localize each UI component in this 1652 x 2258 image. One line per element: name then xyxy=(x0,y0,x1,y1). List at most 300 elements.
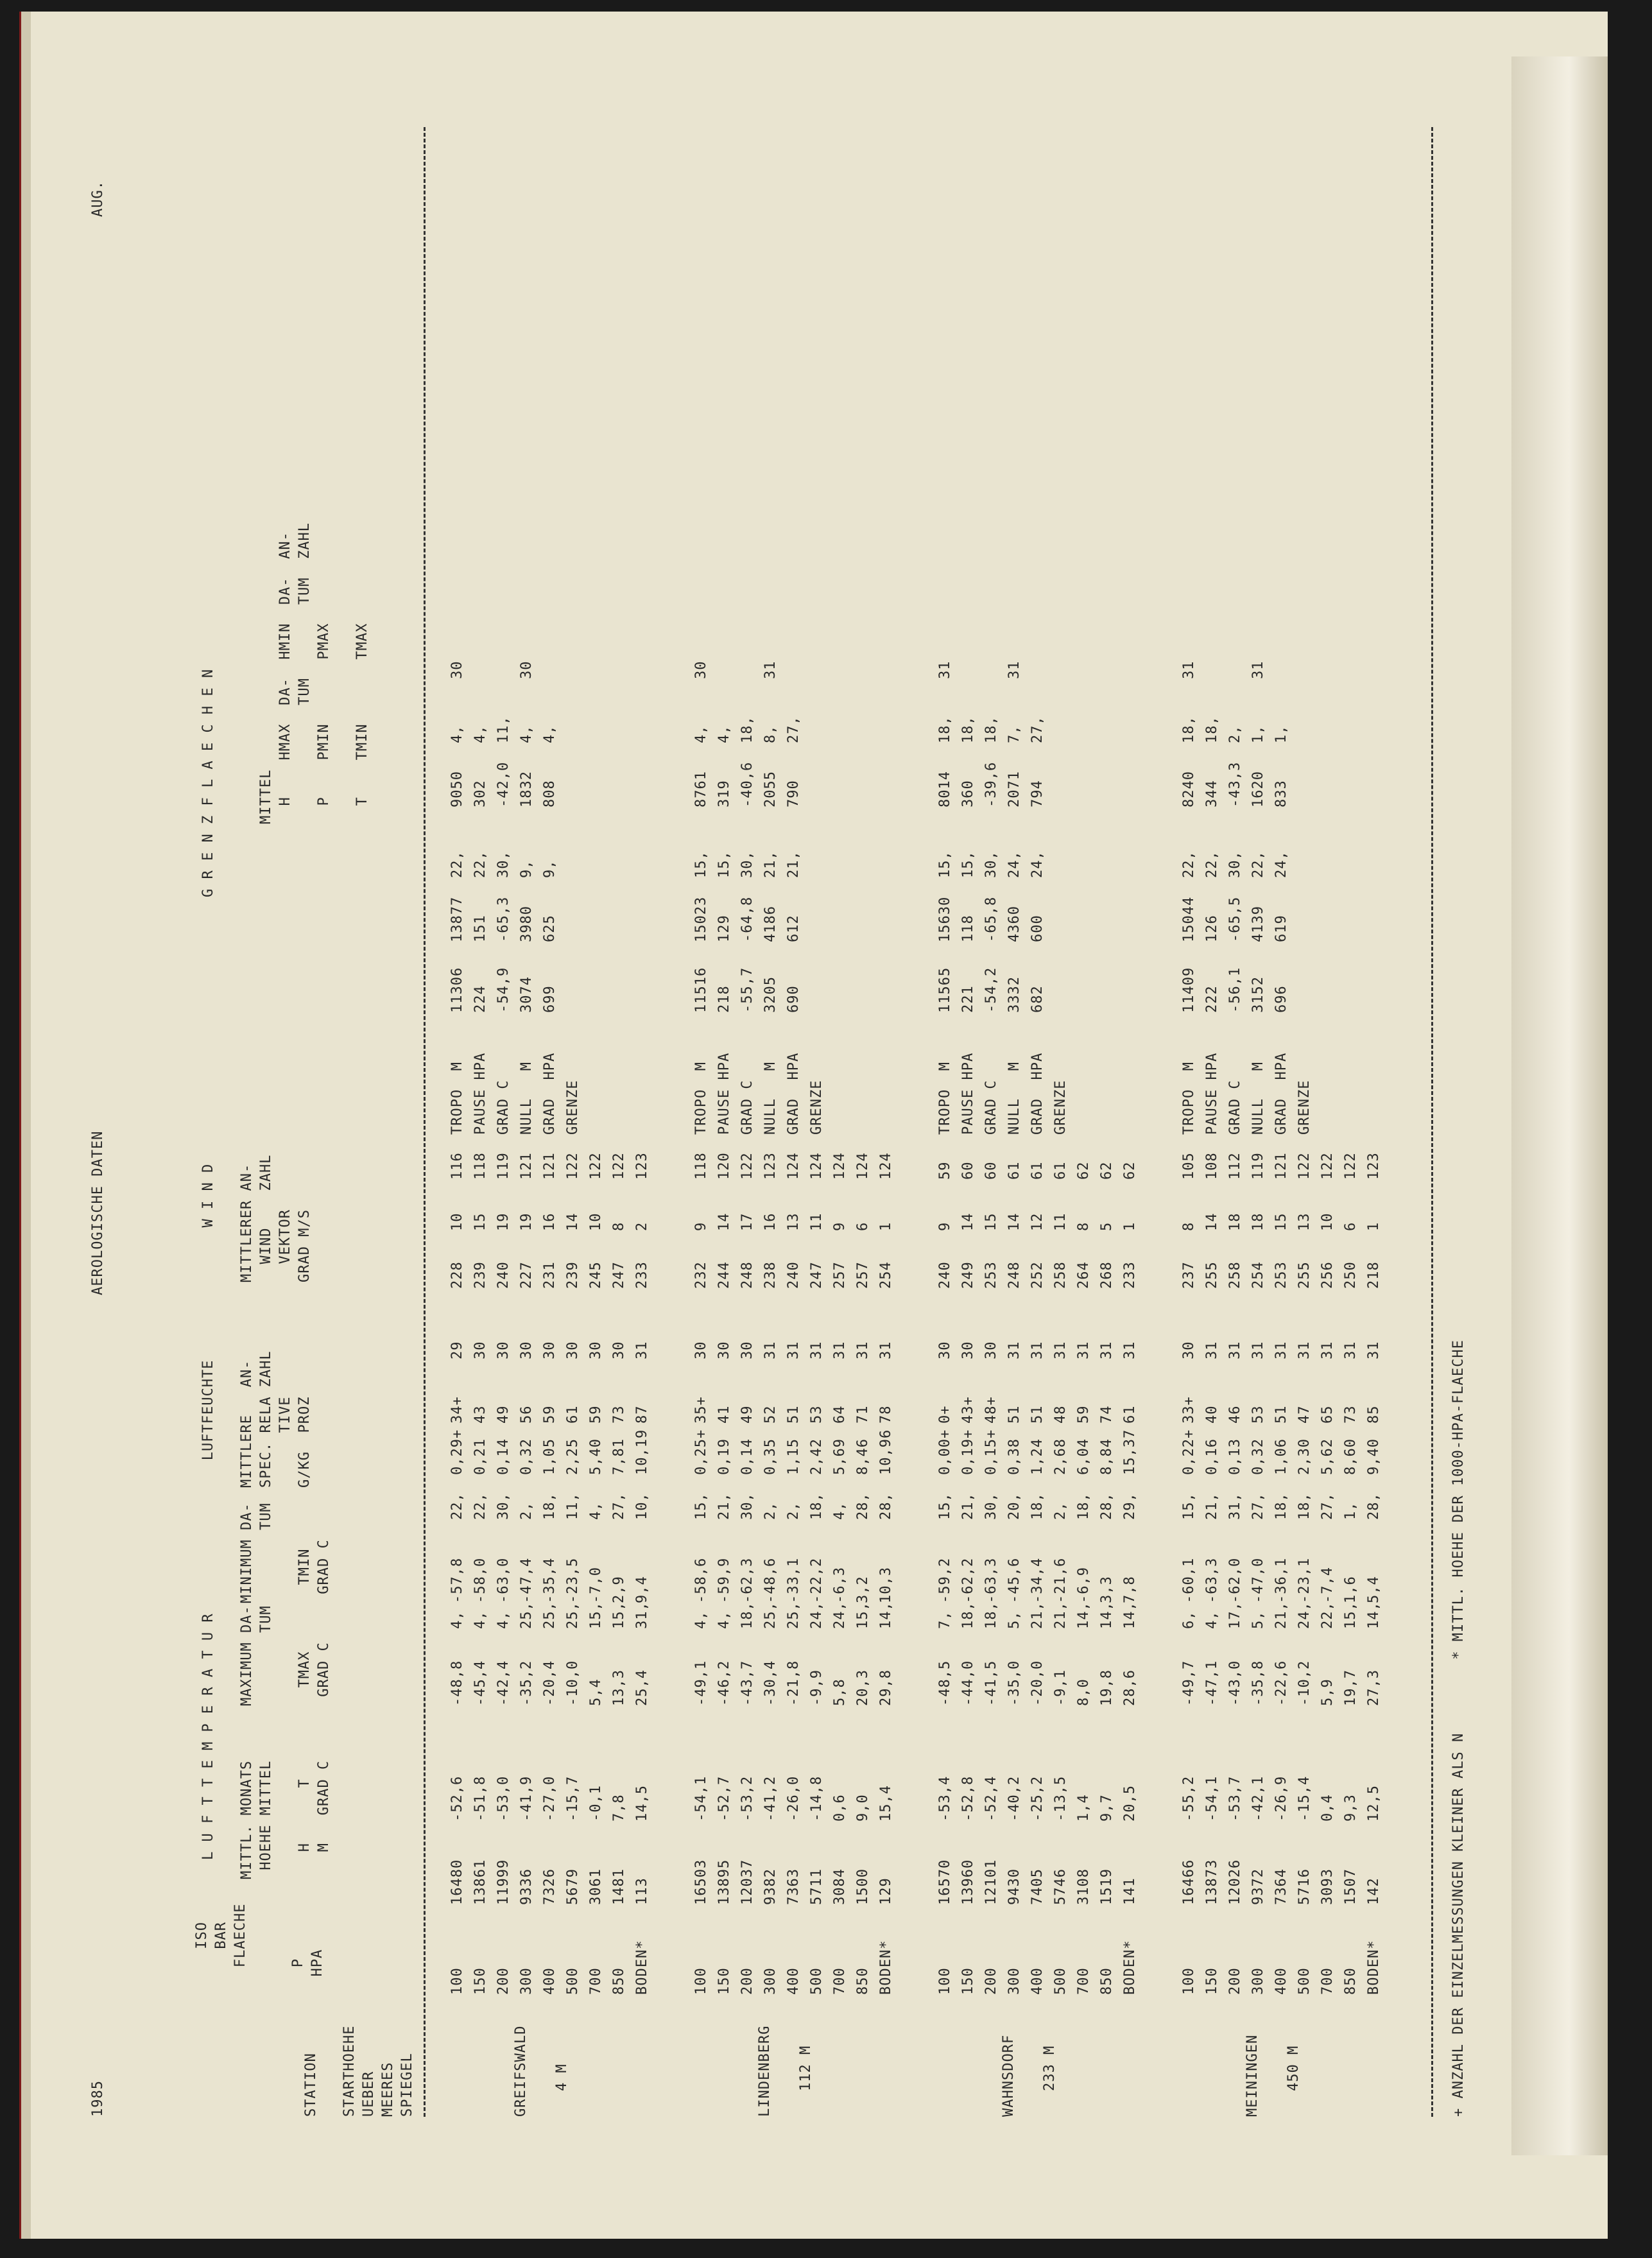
table-cell: 56 xyxy=(519,1405,535,1424)
table-cell: 65 xyxy=(1320,1405,1336,1424)
boundary-cell: 218 xyxy=(716,985,732,1013)
table-cell: 60 xyxy=(983,1161,999,1180)
table-cell: 6,04 xyxy=(1076,1438,1092,1475)
table-cell: 17 xyxy=(739,1212,755,1231)
table-cell: 256 xyxy=(1320,1261,1336,1289)
table-cell: 200 xyxy=(739,1967,755,1995)
table-cell: 31 xyxy=(786,1341,802,1359)
boundary-cell: 8240 xyxy=(1181,771,1197,807)
table-cell: 60 xyxy=(960,1161,976,1180)
boundary-row xyxy=(1181,127,1201,2117)
table-cell: 228 xyxy=(449,1261,465,1289)
table-cell: -0,1 xyxy=(588,1785,604,1822)
table-cell: 19,8 xyxy=(1099,1669,1115,1706)
table-cell: 30 xyxy=(739,1341,755,1359)
header-luftfeuchte: LUFTFEUCHTE MITTLERE AN- SPEC. RELA ZAHL TIVE G/KG PROZ xyxy=(200,1350,313,1488)
table-cell: -48,8 xyxy=(449,1660,465,1706)
table-cell: 4, xyxy=(716,1610,732,1629)
boundary-cell: NULL M xyxy=(762,1062,779,1135)
boundary-cell: 15, xyxy=(693,850,709,878)
table-cell: 7,8 xyxy=(1122,1576,1138,1603)
boundary-cell: 790 xyxy=(786,780,802,807)
table-cell: 33+ xyxy=(1181,1396,1197,1424)
table-cell: 254 xyxy=(878,1261,894,1289)
table-cell: 25, xyxy=(542,1601,558,1629)
table-cell: -14,8 xyxy=(809,1775,825,1822)
table-cell: 5679 xyxy=(565,1868,581,1905)
station-altitude: 450 M xyxy=(1286,2045,1302,2091)
table-cell: 15 xyxy=(983,1212,999,1231)
table-cell: 18, xyxy=(1273,1492,1289,1520)
station-block xyxy=(937,127,1168,2117)
table-cell: BODEN* xyxy=(878,1940,894,1995)
table-cell: 8,60 xyxy=(1343,1438,1359,1475)
table-cell: 31 xyxy=(1204,1341,1220,1359)
table-cell: 28, xyxy=(855,1492,871,1520)
boundary-cell: GRAD C xyxy=(1227,1080,1243,1135)
header-isobar: ISO BAR FLAECHE P HPA xyxy=(194,1903,325,1977)
table-cell: 18, xyxy=(983,1601,999,1629)
table-cell: 120 xyxy=(716,1152,732,1180)
table-cell: 16 xyxy=(542,1212,558,1231)
boundary-cell: PAUSE HPA xyxy=(1204,1052,1220,1135)
boundary-cell: 4, xyxy=(693,725,709,743)
table-cell: 14, xyxy=(1366,1601,1382,1629)
table-cell: 239 xyxy=(472,1261,488,1289)
table-cell: 1 xyxy=(1366,1221,1382,1231)
table-cell: 18, xyxy=(1029,1492,1045,1520)
page-header xyxy=(90,76,116,2117)
boundary-cell: NULL M xyxy=(519,1062,535,1135)
table-cell: 20,3 xyxy=(855,1669,871,1706)
table-cell: 4, xyxy=(588,1501,604,1520)
page-month: AUG. xyxy=(90,180,106,217)
boundary-cell: 600 xyxy=(1029,915,1045,942)
boundary-row xyxy=(716,127,737,2117)
table-cell: 59 xyxy=(542,1405,558,1424)
table-cell: 10 xyxy=(449,1212,465,1231)
table-cell: 1,15 xyxy=(786,1438,802,1475)
boundary-cell: 27, xyxy=(786,716,802,743)
table-cell: -43,7 xyxy=(739,1660,755,1706)
table-cell: 1,6 xyxy=(1343,1576,1359,1603)
table-cell: 61 xyxy=(565,1405,581,1424)
boundary-row xyxy=(1053,127,1073,2117)
table-cell: 0,14 xyxy=(739,1438,755,1475)
boundary-cell: GRAD HPA xyxy=(1273,1052,1289,1135)
table-cell: -47,1 xyxy=(1204,1660,1220,1706)
table-cell: 12037 xyxy=(739,1859,755,1905)
table-cell: -41,9 xyxy=(519,1775,535,1822)
boundary-cell: -39,6 xyxy=(983,761,999,807)
table-cell: 1481 xyxy=(611,1868,627,1905)
table-cell: 59 xyxy=(937,1161,953,1180)
table-cell: 300 xyxy=(1006,1967,1022,1995)
table-cell: 5,4 xyxy=(588,1678,604,1706)
table-cell: 25, xyxy=(762,1601,779,1629)
table-cell: 16466 xyxy=(1181,1859,1197,1905)
boundary-row xyxy=(1029,127,1050,2117)
boundary-cell: 2, xyxy=(1227,725,1243,743)
table-cell: 9 xyxy=(693,1221,709,1231)
boundary-cell: 15, xyxy=(937,850,953,878)
rotated-table xyxy=(90,76,1502,2117)
table-cell: 11 xyxy=(809,1212,825,1231)
table-cell: -20,4 xyxy=(542,1660,558,1706)
table-cell: 12 xyxy=(1029,1212,1045,1231)
table-cell: 11, xyxy=(565,1492,581,1520)
table-cell: 73 xyxy=(611,1405,627,1424)
table-cell: 0,22+ xyxy=(1181,1429,1197,1475)
table-cell: 48 xyxy=(1053,1405,1069,1424)
table-cell: 14,5 xyxy=(634,1785,650,1822)
table-cell: 1,06 xyxy=(1273,1438,1289,1475)
table-cell: 141 xyxy=(1122,1877,1138,1905)
table-cell: -35,4 xyxy=(542,1557,558,1603)
table-cell: 227 xyxy=(519,1261,535,1289)
table-cell: 0,35 xyxy=(762,1438,779,1475)
boundary-row xyxy=(739,127,760,2117)
table-cell: 124 xyxy=(832,1152,848,1180)
table-cell: 16 xyxy=(762,1212,779,1231)
table-cell: 500 xyxy=(565,1967,581,1995)
table-cell: 0,19 xyxy=(716,1438,732,1475)
table-cell: 122 xyxy=(611,1152,627,1180)
table-cell: -41,5 xyxy=(983,1660,999,1706)
boundary-cell: 11565 xyxy=(937,967,953,1013)
table-cell: -22,6 xyxy=(1273,1660,1289,1706)
table-cell: 21, xyxy=(1273,1601,1289,1629)
table-cell: -49,7 xyxy=(1181,1660,1197,1706)
table-cell: 118 xyxy=(472,1152,488,1180)
table-cell: 16570 xyxy=(937,1859,953,1905)
table-cell: 3,3 xyxy=(1099,1576,1115,1603)
boundary-cell: -65,8 xyxy=(983,896,999,942)
boundary-cell: 22, xyxy=(1204,850,1220,878)
table-cell: 15, xyxy=(1343,1601,1359,1629)
table-cell: -25,2 xyxy=(1029,1775,1045,1822)
table-cell: 41 xyxy=(716,1405,732,1424)
table-cell: 1519 xyxy=(1099,1868,1115,1905)
table-cell: 232 xyxy=(693,1261,709,1289)
table-cell: -41,2 xyxy=(762,1775,779,1822)
table-cell: 61 xyxy=(1006,1161,1022,1180)
table-cell: 9 xyxy=(937,1221,953,1231)
table-cell: 218 xyxy=(1366,1261,1382,1289)
table-cell: 100 xyxy=(1181,1967,1197,1995)
header-station: STATION STARTHOEHE UEBER MEERES SPIEGEL xyxy=(303,2025,415,2117)
table-cell: 27,3 xyxy=(1366,1669,1382,1706)
boundary-cell: 18, xyxy=(739,716,755,743)
table-cell: 105 xyxy=(1181,1152,1197,1180)
table-cell: 24, xyxy=(809,1601,825,1629)
table-cell: 25, xyxy=(786,1601,802,1629)
boundary-cell: GRAD HPA xyxy=(1029,1052,1045,1135)
boundary-cell: 22, xyxy=(1181,850,1197,878)
table-cell: 14, xyxy=(1076,1601,1092,1629)
table-cell: 10 xyxy=(1320,1212,1336,1231)
table-cell: 19,7 xyxy=(1343,1669,1359,1706)
table-cell: BODEN* xyxy=(634,1940,650,1995)
table-cell: 5,69 xyxy=(832,1438,848,1475)
boundary-cell: 15630 xyxy=(937,896,953,942)
table-cell: 500 xyxy=(809,1967,825,1995)
boundary-cell: 30 xyxy=(449,660,465,679)
table-cell: 5,4 xyxy=(1366,1576,1382,1603)
boundary-row xyxy=(1006,127,1027,2117)
boundary-cell: 30, xyxy=(1227,850,1243,878)
table-cell: 13873 xyxy=(1204,1859,1220,1905)
table-cell: 123 xyxy=(1366,1152,1382,1180)
table-cell: 16480 xyxy=(449,1859,465,1905)
boundary-cell: 9050 xyxy=(449,771,465,807)
table-cell: 24, xyxy=(832,1601,848,1629)
boundary-row xyxy=(809,127,829,2117)
boundary-row xyxy=(1227,127,1248,2117)
table-cell: 0,38 xyxy=(1006,1438,1022,1475)
table-cell: 14 xyxy=(1006,1212,1022,1231)
boundary-cell: NULL M xyxy=(1250,1062,1266,1135)
boundary-cell: 31 xyxy=(937,660,953,679)
table-cell: 31 xyxy=(762,1341,779,1359)
table-cell: 0,15+ xyxy=(983,1429,999,1475)
table-cell: -20,0 xyxy=(1029,1660,1045,1706)
table-cell: 5711 xyxy=(809,1868,825,1905)
boundary-cell: GRAD C xyxy=(983,1080,999,1135)
boundary-cell: 4, xyxy=(519,725,535,743)
table-cell: -10,2 xyxy=(1296,1660,1312,1706)
boundary-cell: GRAD HPA xyxy=(786,1052,802,1135)
station-block xyxy=(693,127,924,2117)
table-cell: -9,9 xyxy=(809,1669,825,1706)
boundary-cell: -43,3 xyxy=(1227,761,1243,807)
table-cell: 10,96 xyxy=(878,1429,894,1475)
boundary-cell: 31 xyxy=(1181,660,1197,679)
table-cell: 12026 xyxy=(1227,1859,1243,1905)
table-cell: 254 xyxy=(1250,1261,1266,1289)
boundary-cell: 30, xyxy=(983,850,999,878)
boundary-row xyxy=(472,127,493,2117)
table-cell: 200 xyxy=(1227,1967,1243,1995)
table-cell: 53 xyxy=(809,1405,825,1424)
boundary-cell: -64,8 xyxy=(739,896,755,942)
table-cell: 2, xyxy=(519,1501,535,1520)
table-cell: -63,0 xyxy=(495,1557,512,1603)
table-cell: -48,5 xyxy=(937,1660,953,1706)
table-cell: 30 xyxy=(960,1341,976,1359)
table-cell: 18, xyxy=(1296,1492,1312,1520)
table-cell: 5 xyxy=(1099,1221,1115,1231)
table-cell: 122 xyxy=(588,1152,604,1180)
boundary-cell: PAUSE HPA xyxy=(716,1052,732,1135)
table-cell: 27, xyxy=(611,1492,627,1520)
table-cell: 29,8 xyxy=(878,1669,894,1706)
boundary-cell: 18, xyxy=(983,716,999,743)
boundary-cell: 794 xyxy=(1029,780,1045,807)
table-cell: -57,8 xyxy=(449,1557,465,1603)
table-cell: 8,0 xyxy=(1076,1678,1092,1706)
table-cell: 150 xyxy=(1204,1967,1220,1995)
table-cell: 700 xyxy=(588,1967,604,1995)
table-cell: 9 xyxy=(832,1221,848,1231)
table-cell: 300 xyxy=(519,1967,535,1995)
table-cell: 7405 xyxy=(1029,1868,1045,1905)
table-cell: 5,40 xyxy=(588,1438,604,1475)
table-cell: 11999 xyxy=(495,1859,512,1905)
table-cell: 15 xyxy=(1273,1212,1289,1231)
table-cell: -26,9 xyxy=(1273,1775,1289,1822)
boundary-cell: 4186 xyxy=(762,906,779,942)
table-cell: -63,3 xyxy=(1204,1557,1220,1603)
boundary-cell: TROPO M xyxy=(449,1062,465,1135)
table-cell: 22, xyxy=(449,1492,465,1520)
table-cell: 30 xyxy=(472,1341,488,1359)
table-cell: 121 xyxy=(1273,1152,1289,1180)
table-cell: 13960 xyxy=(960,1859,976,1905)
table-cell: 3093 xyxy=(1320,1868,1336,1905)
table-cell: 264 xyxy=(1076,1261,1092,1289)
table-cell: -52,4 xyxy=(983,1775,999,1822)
table-cell: 0,4 xyxy=(1320,1794,1336,1822)
table-cell: -34,4 xyxy=(1029,1557,1045,1603)
table-cell: 59 xyxy=(1076,1405,1092,1424)
boundary-cell: 18, xyxy=(1181,716,1197,743)
table-cell: 850 xyxy=(1343,1967,1359,1995)
table-cell: 5,9 xyxy=(1320,1678,1336,1706)
boundary-cell: -40,6 xyxy=(739,761,755,807)
table-cell: 30, xyxy=(983,1492,999,1520)
boundary-row xyxy=(1273,127,1294,2117)
boundary-cell: 222 xyxy=(1204,985,1220,1013)
book-spine xyxy=(19,12,31,2239)
table-cell: 240 xyxy=(495,1261,512,1289)
boundary-cell: 9, xyxy=(519,859,535,878)
table-cell: 30 xyxy=(693,1341,709,1359)
table-cell: 14 xyxy=(565,1212,581,1231)
boundary-cell: 8761 xyxy=(693,771,709,807)
table-cell: 3,2 xyxy=(855,1576,871,1603)
table-cell: 31, xyxy=(634,1601,650,1629)
table-cell: 18 xyxy=(1250,1212,1266,1231)
boundary-cell: GRAD C xyxy=(495,1080,512,1135)
table-cell: -47,4 xyxy=(519,1557,535,1603)
boundary-cell: 833 xyxy=(1273,780,1289,807)
table-cell: 15, xyxy=(855,1601,871,1629)
table-cell: 48+ xyxy=(983,1396,999,1424)
table-cell: -23,5 xyxy=(565,1557,581,1603)
table-cell: 15 xyxy=(472,1212,488,1231)
station-name: MEININGEN xyxy=(1244,2034,1261,2117)
table-cell: 71 xyxy=(855,1405,871,1424)
header-maximum: MAXIMUM DA- TUM TMAX GRAD C xyxy=(239,1605,332,1706)
station-altitude: 233 M xyxy=(1042,2045,1058,2091)
table-cell: -58,6 xyxy=(693,1557,709,1603)
table-cell: 0+ xyxy=(937,1405,953,1424)
table-cell: -36,1 xyxy=(1273,1557,1289,1603)
boundary-cell: 11516 xyxy=(693,967,709,1013)
table-cell: 34+ xyxy=(449,1396,465,1424)
table-cell: 14 xyxy=(716,1212,732,1231)
boundary-cell: 7, xyxy=(1006,725,1022,743)
table-cell: -47,0 xyxy=(1250,1557,1266,1603)
table-cell: 21, xyxy=(1053,1601,1069,1629)
table-cell: 30 xyxy=(983,1341,999,1359)
table-cell: 14 xyxy=(1204,1212,1220,1231)
table-cell: 240 xyxy=(937,1261,953,1289)
table-cell: 31 xyxy=(1250,1341,1266,1359)
boundary-cell: PAUSE HPA xyxy=(960,1052,976,1135)
boundary-cell: TROPO M xyxy=(693,1062,709,1135)
table-cell: -7,4 xyxy=(1320,1567,1336,1603)
boundary-cell: NULL M xyxy=(1006,1062,1022,1135)
boundary-cell: 4, xyxy=(716,725,732,743)
table-cell: 245 xyxy=(588,1261,604,1289)
boundary-cell: 15044 xyxy=(1181,896,1197,942)
table-cell: 150 xyxy=(716,1967,732,1995)
table-cell: 30 xyxy=(716,1341,732,1359)
table-cell: 25, xyxy=(565,1601,581,1629)
table-cell: 400 xyxy=(786,1967,802,1995)
table-cell: 123 xyxy=(634,1152,650,1180)
table-cell: 400 xyxy=(1029,1967,1045,1995)
table-cell: 22, xyxy=(1320,1601,1336,1629)
boundary-cell: 3074 xyxy=(519,976,535,1013)
table-cell: 62 xyxy=(1076,1161,1092,1180)
boundary-cell: 3332 xyxy=(1006,976,1022,1013)
table-cell: 62 xyxy=(1122,1161,1138,1180)
table-cell: 30 xyxy=(937,1341,953,1359)
table-cell: 124 xyxy=(855,1152,871,1180)
table-cell: 2,25 xyxy=(565,1438,581,1475)
table-cell: 7, xyxy=(937,1610,953,1629)
table-cell: 15,4 xyxy=(878,1785,894,1822)
table-cell: 255 xyxy=(1296,1261,1312,1289)
boundary-cell: 31 xyxy=(762,660,779,679)
table-cell: 118 xyxy=(693,1152,709,1180)
boundary-cell: 4360 xyxy=(1006,906,1022,942)
table-cell: 25, xyxy=(519,1601,535,1629)
station-altitude: 112 M xyxy=(798,2045,814,2091)
table-cell: -60,1 xyxy=(1181,1557,1197,1603)
header-grenz-columns: MITTEL H HMAX DA- HMIN DA- AN- TUM TUM ZAHL P PMIN PMAX T TMIN TMAX xyxy=(258,522,370,825)
table-cell: 116 xyxy=(449,1152,465,1180)
boundary-cell: 1, xyxy=(1273,725,1289,743)
table-cell: -59,9 xyxy=(716,1557,732,1603)
table-cell: 49 xyxy=(495,1405,512,1424)
table-cell: 17, xyxy=(1227,1601,1243,1629)
table-cell: 0,32 xyxy=(1250,1438,1266,1475)
table-cell: -6,9 xyxy=(1076,1567,1092,1603)
table-cell: 20, xyxy=(1006,1492,1022,1520)
table-cell: -35,8 xyxy=(1250,1660,1266,1706)
table-cell: 248 xyxy=(1006,1261,1022,1289)
table-cell: 35+ xyxy=(693,1396,709,1424)
table-cell: 233 xyxy=(634,1261,650,1289)
table-cell: 10 xyxy=(588,1212,604,1231)
station-block xyxy=(449,127,680,2117)
table-cell: 18, xyxy=(739,1601,755,1629)
table-cell: -54,1 xyxy=(693,1775,709,1822)
table-cell: 119 xyxy=(1250,1152,1266,1180)
boundary-cell: 3205 xyxy=(762,976,779,1013)
page-year: 1985 xyxy=(90,2080,106,2117)
table-cell: 51 xyxy=(786,1405,802,1424)
boundary-cell: 24, xyxy=(1006,850,1022,878)
table-cell: 0,29+ xyxy=(449,1429,465,1475)
boundary-row xyxy=(542,127,562,2117)
boundary-cell: 682 xyxy=(1029,985,1045,1013)
table-cell: 0,19+ xyxy=(960,1429,976,1475)
